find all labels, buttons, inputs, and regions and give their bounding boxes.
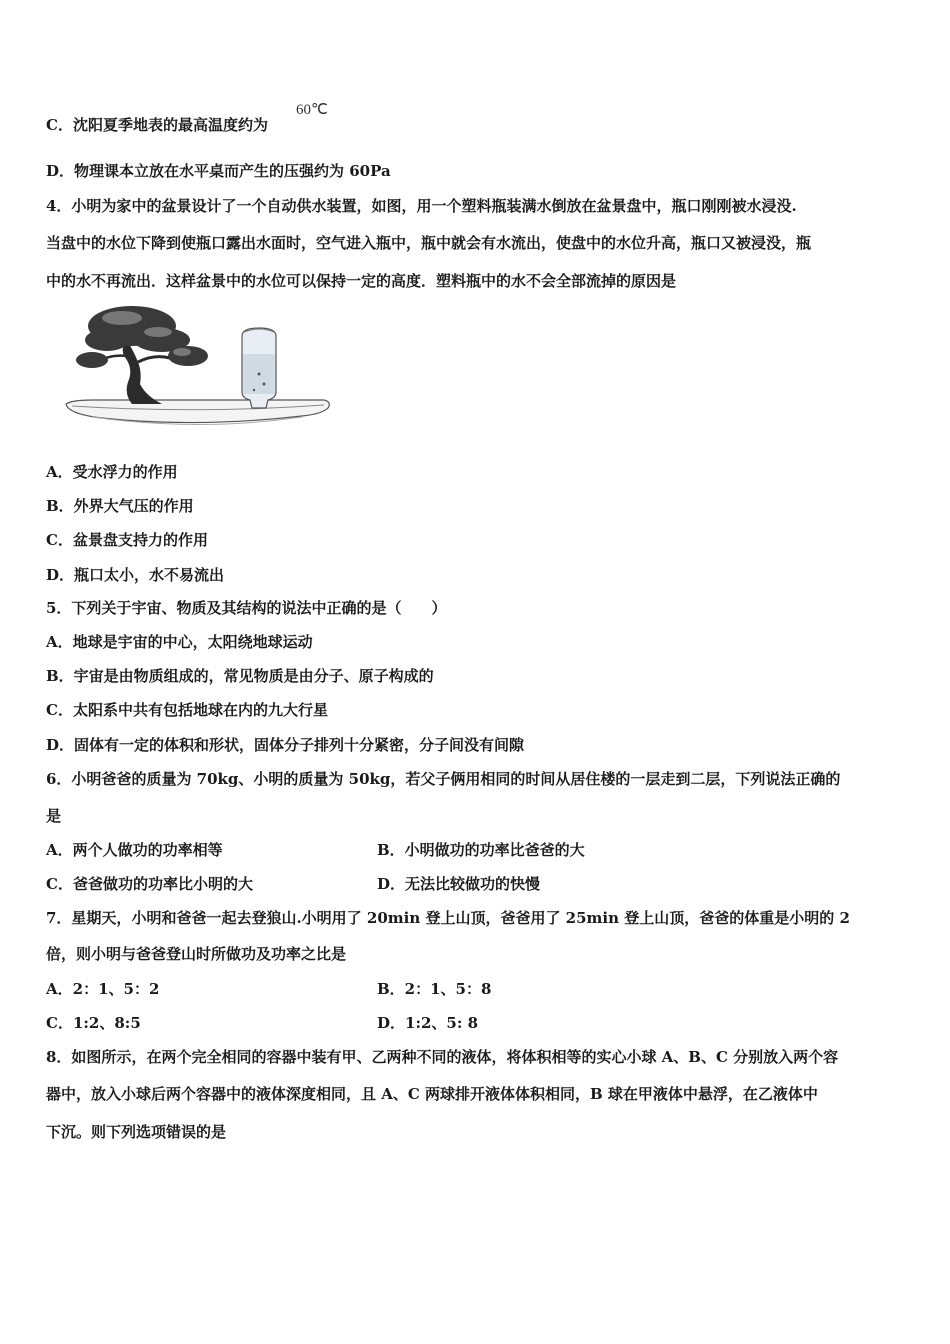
q7-stem-line2: 倍，则小明与爸爸登山时所做功及功率之比是 (46, 945, 347, 963)
q5-stem: 5．下列关于宇宙、物质及其结构的说法中正确的是（ ） (46, 599, 447, 617)
q6-stem-line1: 6．小明爸爸的质量为 70kg、小明的质量为 50kg，若父子俩用相同的时间从居住楼的一层走到二层，下列说法正确的 (46, 770, 841, 788)
q4-option-c: C．盆景盘支持力的作用 (46, 531, 208, 549)
q5-option-b: B．宇宙是由物质组成的，常见物质是由分子、原子构成的 (46, 667, 434, 685)
q4-stem-line3: 中的水不再流出．这样盆景中的水位可以保持一定的高度．塑料瓶中的水不会全部流掉的原因是 (46, 272, 677, 290)
q7-option-a: A．2：1、5：2 (46, 980, 160, 998)
q7-option-b: B．2：1、5：8 (377, 980, 492, 998)
q3-option-d: D．物理课本立放在水平桌而产生的压强约为 60Pa (46, 162, 391, 180)
q6-option-b: B．小明做功的功率比爸爸的大 (377, 841, 585, 859)
q6-option-a: A．两个人做功的功率相等 (46, 841, 223, 859)
q8-stem-line3: 下沉。则下列选项错误的是 (46, 1123, 227, 1141)
q4-stem-line2: 当盘中的水位下降到使瓶口露出水面时，空气进入瓶中，瓶中就会有水流出，使盘中的水位升高，瓶口又被浸没，瓶 (46, 234, 812, 252)
q5-option-a: A．地球是宇宙的中心，太阳绕地球运动 (46, 633, 313, 651)
q5-option-c: C．太阳系中共有包括地球在内的九大行星 (46, 701, 328, 719)
q7-option-d: D．1:2、5: 8 (377, 1014, 479, 1032)
q7-stem-line1: 7．星期天，小明和爸爸一起去登狼山.小明用了 20min 登上山顶，爸爸用了 25min 登上山顶，爸爸的体重是小明的 2 (46, 909, 850, 927)
q4-option-b: B．外界大气压的作用 (46, 497, 194, 515)
q6-stem-line2: 是 (46, 807, 62, 825)
q8-stem-line2: 器中，放入小球后两个容器中的液体深度相同，且 A、C 两球排开液体体积相同，B 球在甲液体中悬浮，在乙液体中 (46, 1085, 818, 1103)
q7-option-c: C．1:2、8:5 (46, 1014, 141, 1032)
q8-stem-line1: 8．如图所示，在两个完全相同的容器中装有甲、乙两种不同的液体，将体积相等的实心小球 A、B、C 分别放入两个容 (46, 1048, 839, 1066)
q6-option-c: C．爸爸做功的功率比小明的大 (46, 875, 253, 893)
q4-option-d: D．瓶口太小，水不易流出 (46, 566, 225, 584)
q4-option-a: A．受水浮力的作用 (46, 463, 178, 481)
q4-stem-line1: 4．小明为家中的盆景设计了一个自动供水装置，如图，用一个塑料瓶装满水倒放在盆景盘中，瓶口刚刚被水浸没. (46, 197, 797, 215)
q6-option-d: D．无法比较做功的快慢 (377, 875, 541, 893)
q3-option-c-value: 60℃ (296, 102, 328, 118)
bonsai-water-bottle-figure (62, 296, 334, 442)
q5-option-d: D．固体有一定的体积和形状，固体分子排列十分紧密，分子间没有间隙 (46, 736, 525, 754)
q3-option-c: C．沈阳夏季地表的最高温度约为 (46, 116, 268, 134)
